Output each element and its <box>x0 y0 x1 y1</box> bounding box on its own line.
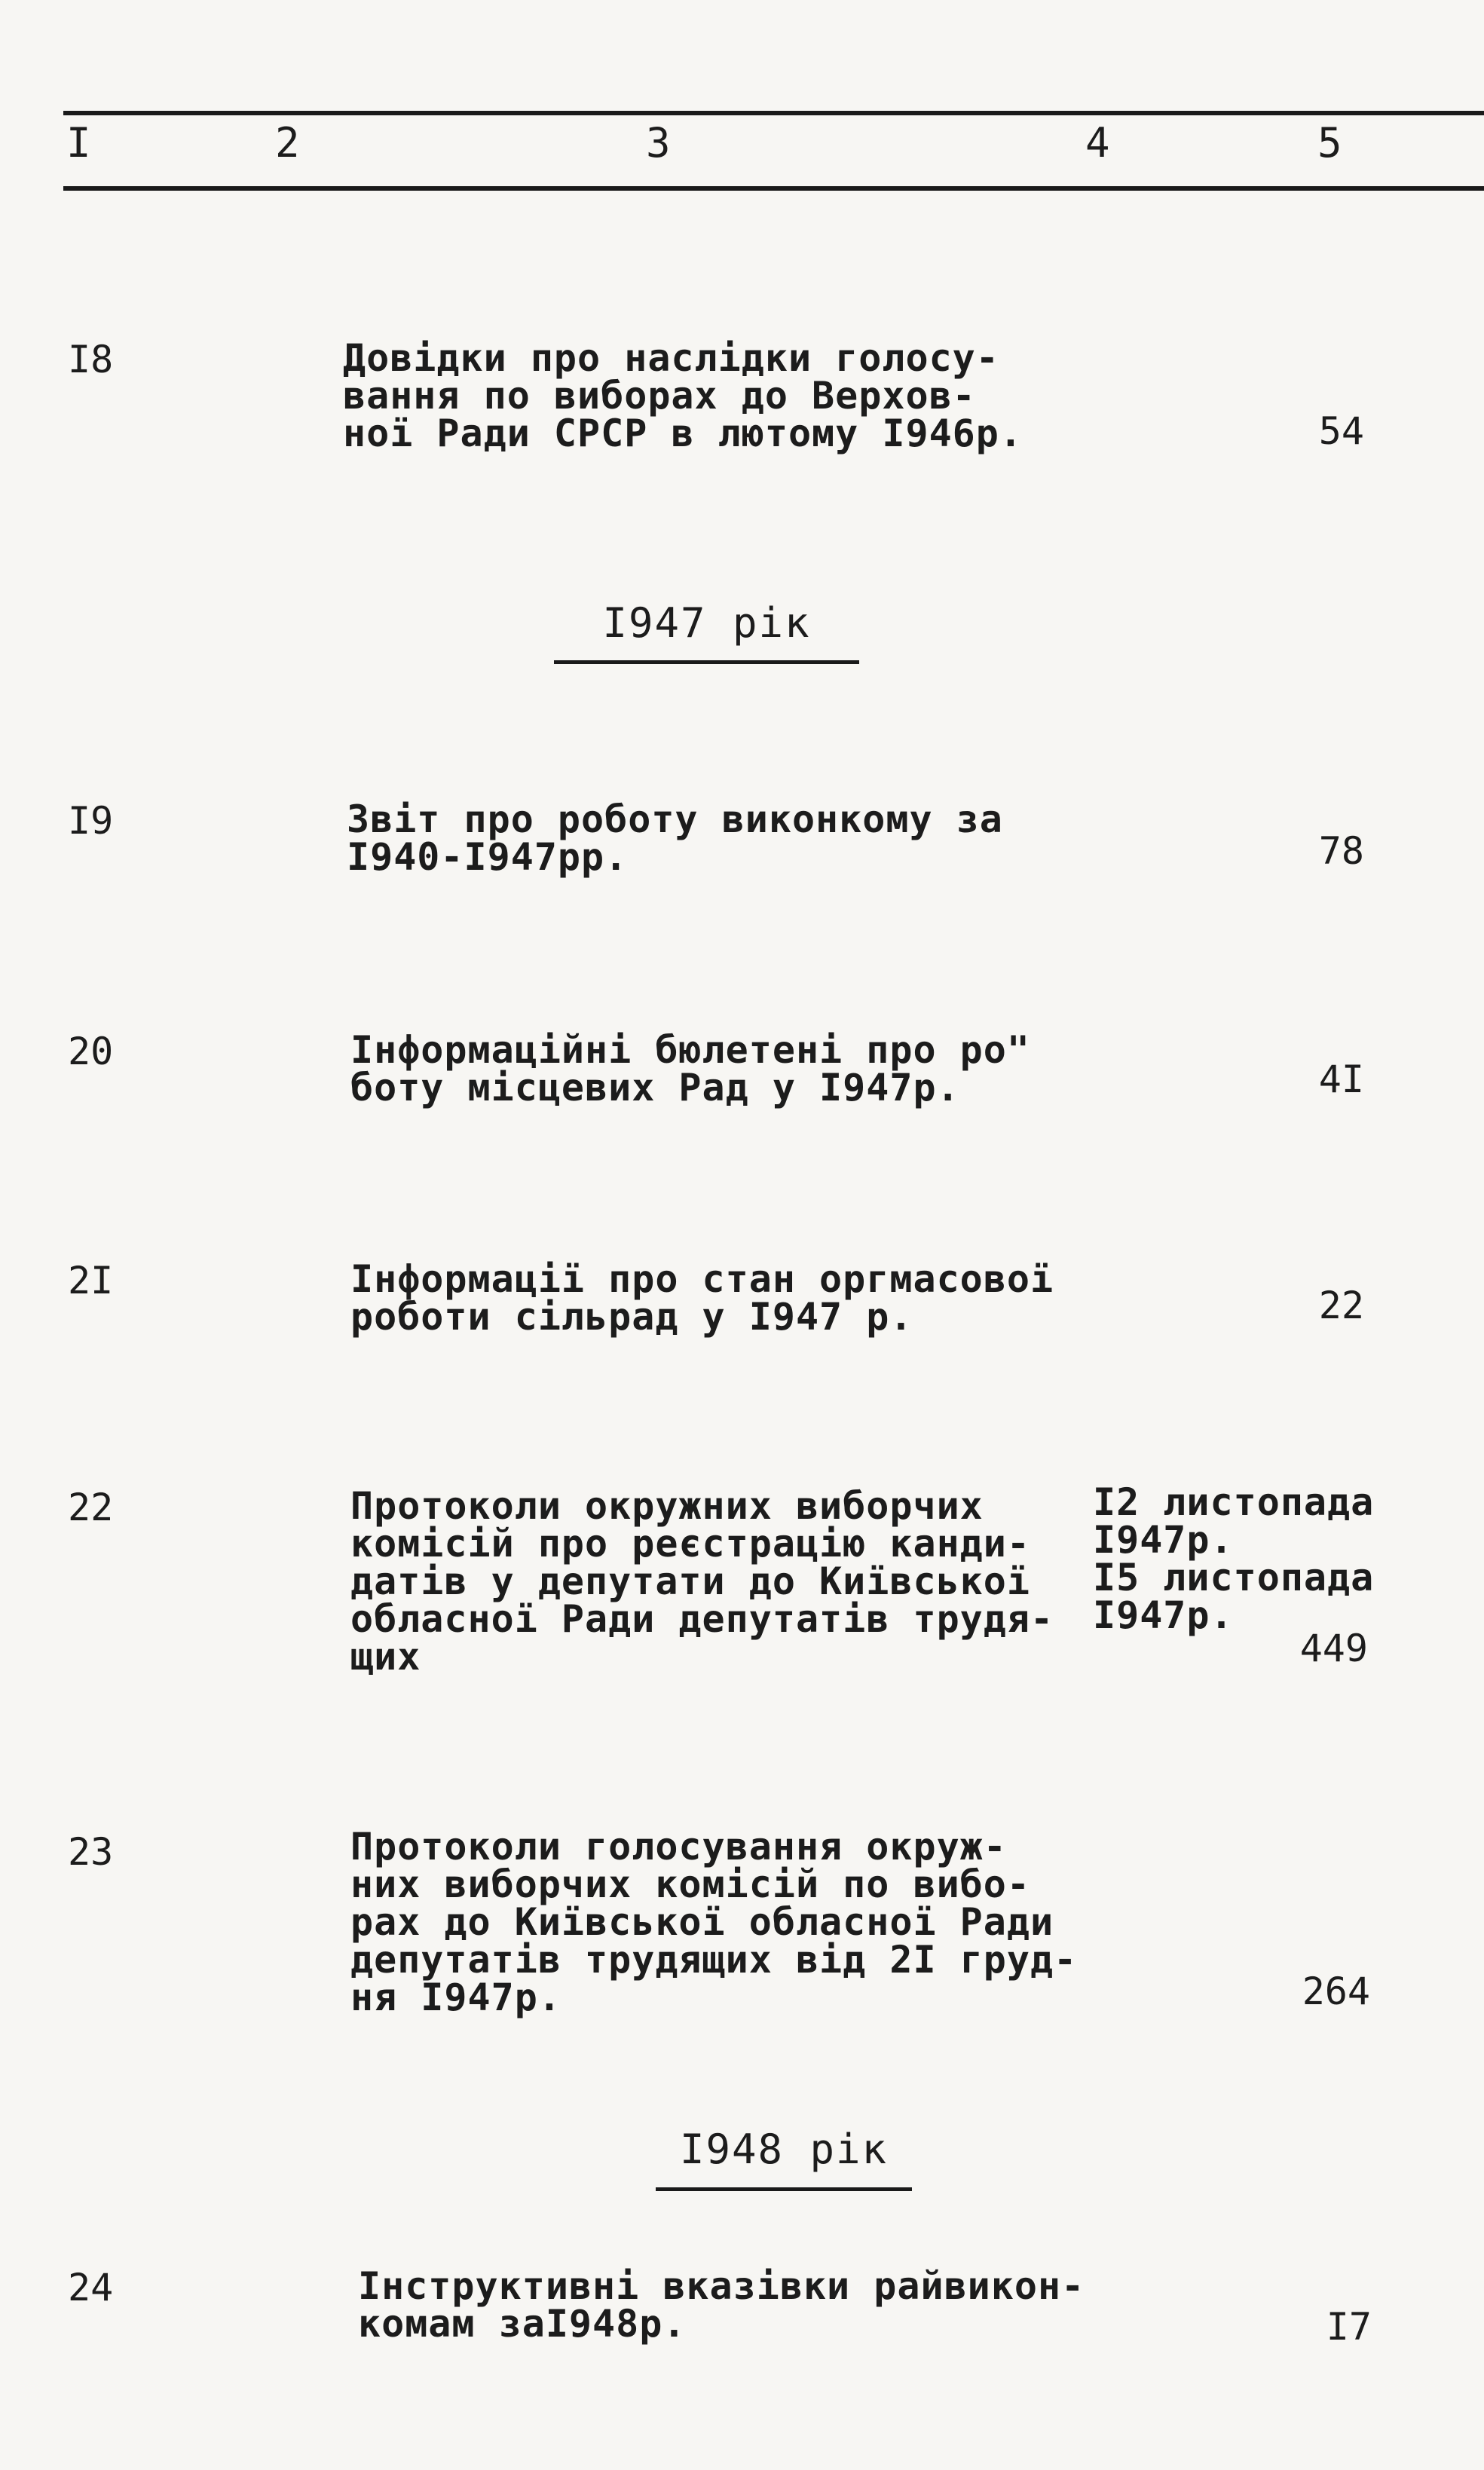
entry-number: 23 <box>68 1830 114 1874</box>
entry-number: 24 <box>68 2266 114 2309</box>
entry-leaf-count: 449 <box>1299 1627 1368 1670</box>
entry-leaf-count: 54 <box>1318 409 1364 453</box>
entry-leaf-count: 264 <box>1302 1970 1370 2013</box>
entry-leaf-count: I7 <box>1326 2305 1372 2349</box>
entry-leaf-count: 4I <box>1318 1057 1364 1101</box>
entry-title: Інформації про стан оргмасової роботи сільрад у I947 р. <box>350 1257 1054 1339</box>
entry-number: 20 <box>68 1030 114 1073</box>
entry-title: Звіт про роботу виконкому за I940-I947рр. <box>347 797 1003 879</box>
entry-title: Інформаційні бюлетені про ро" боту місцевих Рад у I947р. <box>350 1028 1030 1110</box>
entry-title: Протоколи окружних виборчих комісій про реєстрацію канди- датів у депутати до Київської обласної Ради депутатів трудя- щих <box>350 1484 1054 1679</box>
entry-number: I9 <box>68 799 114 843</box>
column-header-4: 4 <box>1085 119 1110 167</box>
entry-title: Довідки про наслідки голосу- вання по виборах до Верхов- ної Ради СРСР в лютому I946р. <box>343 336 1023 455</box>
year-heading-1947: I947 рік <box>602 599 811 647</box>
year-heading-underline <box>656 2187 912 2191</box>
header-top-rule <box>63 111 1484 115</box>
entry-title: Протоколи голосування окруж- них виборчих комісій по вибо- рах до Київської обласної Ради депутатів трудящих від 2I груд- ня I947р. <box>350 1825 1078 2019</box>
column-header-5: 5 <box>1317 119 1342 167</box>
year-heading-1948: I948 рік <box>679 2126 889 2173</box>
entry-dates: I2 листопада I947р. I5 листопада I947р. <box>1093 1480 1375 1637</box>
column-header-3: 3 <box>646 119 671 167</box>
entry-leaf-count: 78 <box>1318 829 1364 873</box>
year-heading-underline <box>554 660 859 664</box>
column-header-1: I <box>66 119 91 167</box>
column-header-2: 2 <box>275 119 300 167</box>
entry-number: 2I <box>68 1259 114 1302</box>
header-bottom-rule <box>63 186 1484 191</box>
entry-title: Інструктивні вказівки райвикон- комам заI948р. <box>358 2264 1085 2346</box>
entry-leaf-count: 22 <box>1318 1284 1364 1327</box>
entry-number: I8 <box>68 338 114 381</box>
entry-number: 22 <box>68 1486 114 1529</box>
